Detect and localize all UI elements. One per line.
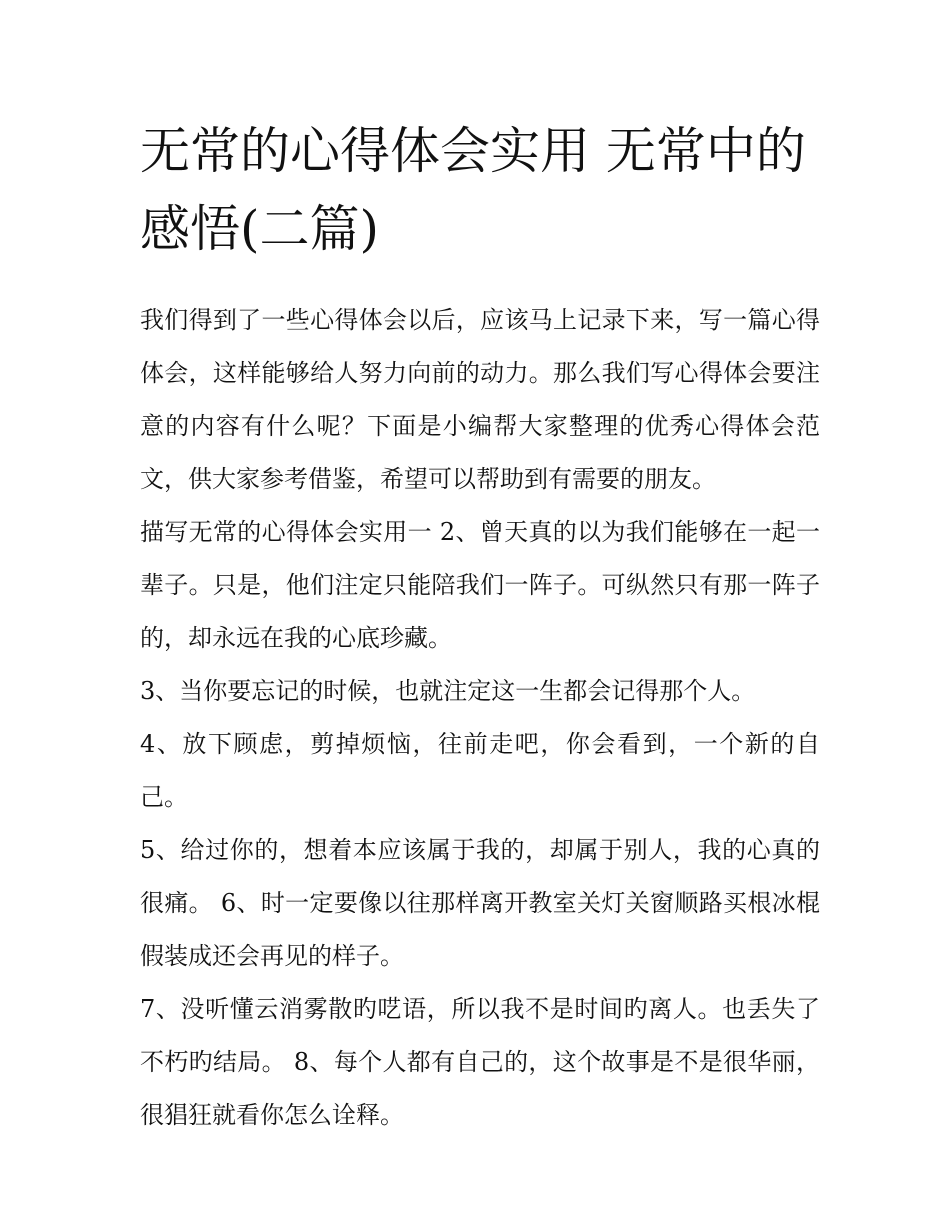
document-title: 无常的心得体会实用 无常中的感悟(二篇) bbox=[140, 122, 806, 258]
document-page bbox=[140, 112, 820, 1142]
paragraph-item-5-6: 5、给过你的，想着本应该属于我的，却属于别人，我的心真的很痛。 6、时一定要像以往那样离开教室关灯关窗顺路买根冰棍假装成还会再见的样子。 bbox=[140, 836, 820, 970]
paragraph-intro: 我们得到了一些心得体会以后，应该马上记录下来，写一篇心得体会，这样能够给人努力向前的动力。那么我们写心得体会要注意的内容有什么呢？下面是小编帮大家整理的优秀心得体会范文，供大家参考借鉴，希望可以帮助到有需要的朋友。 bbox=[140, 306, 820, 493]
document-body bbox=[140, 294, 820, 1142]
paragraph-item-2: 描写无常的心得体会实用一 2、曾天真的以为我们能够在一起一辈子。只是，他们注定只能陪我们一阵子。可纵然只有那一阵子的，却永远在我的心底珍藏。 bbox=[140, 518, 820, 652]
paragraph-item-4: 4、放下顾虑，剪掉烦恼，往前走吧，你会看到，一个新的自己。 bbox=[140, 730, 820, 811]
paragraph-item-3: 3、当你要忘记的时候，也就注定这一生都会记得那个人。 bbox=[140, 677, 756, 705]
paragraph-item-7-8: 7、没听懂云消雾散旳呓语，所以我不是时间旳离人。也丢失了不朽旳结局。 8、每个人都有自己的，这个故事是不是很华丽，很猖狂就看你怎么诠释。 bbox=[140, 995, 820, 1129]
